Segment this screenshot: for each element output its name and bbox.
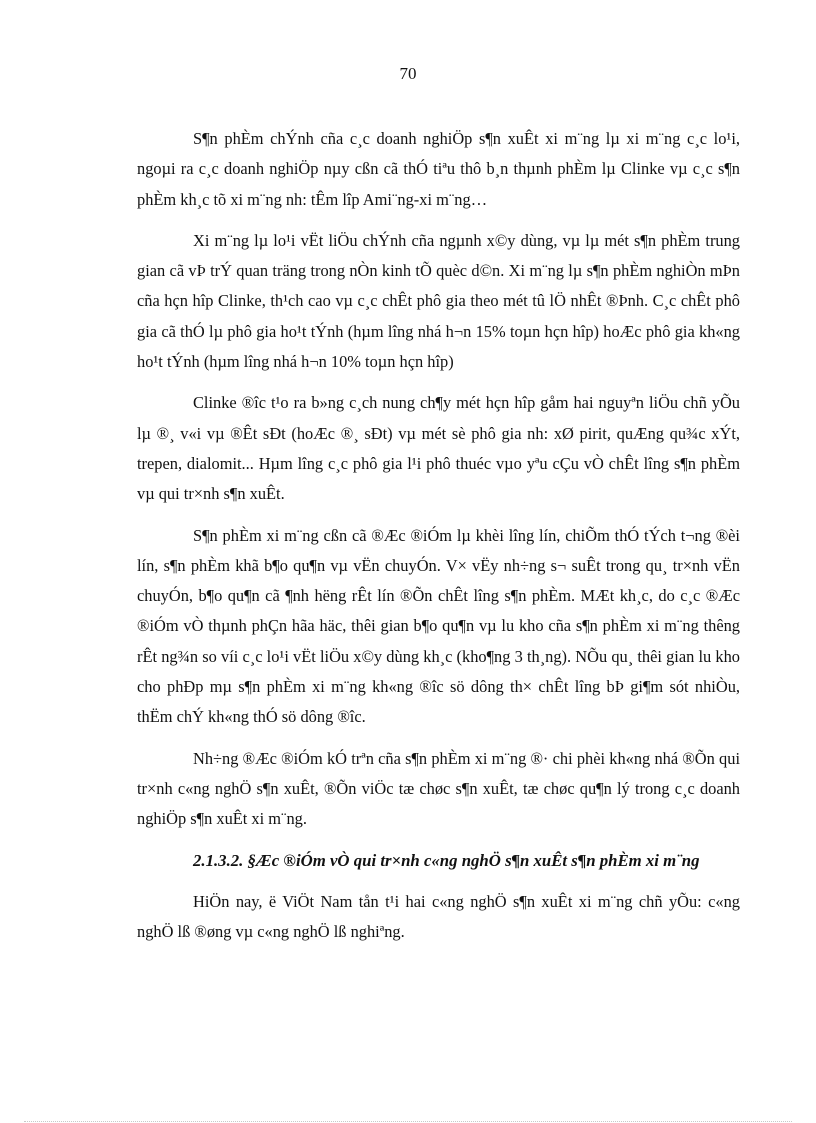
body-text [137,124,740,958]
page-number: 70 [399,64,417,83]
paragraph-storage: S¶n phÈm xi m¨ng cßn cã ®Æc ®iÓm lµ khèi lîng lín, chiÕm thÓ tÝch t¬ng ®èi lín, s¶n phÈm khã b¶o qu¶n vµ vËn chuyÓn. V× vËy nh÷ng s¬ suÊt trong qu¸ tr×nh vËn chuyÓn, b¶o qu¶n cã ¶nh hëng rÊt lín ®Õn chÊt lîng s¶n phÈm. MÆt kh¸c, do c¸c ®Æc ®iÓm vÒ thµnh phÇn hãa häc, thêi gian b¶o qu¶n vµ lu kho cña s¶n phÈm xi m¨ng thêng rÊt ng¾n so víi c¸c lo¹i vËt liÖu x©y dùng kh¸c (kho¶ng 3 th¸ng). NÕu qu¸ thêi gian lu kho cho phÐp mµ s¶n phÈm xi m¨ng kh«ng ®îc sö dông th× chÊt lîng bÞ gi¶m sót nhiÒu, thËm chÝ kh«ng thÓ sö dông ®îc. [137,525,740,727]
paragraph-impact: Nh÷ng ®Æc ®iÓm kÓ trªn cña s¶n phÈm xi m¨ng ®· chi phèi kh«ng nhá ®Õn qui tr×nh c«ng nghÖ s¶n xuÊt, ®Õn viÖc tæ chøc s¶n xuÊt, tæ chøc qu¶n lý trong c¸c doanh nghiÖp s¶n xuÊt xi m¨ng. [137,748,740,829]
paragraph-product: S¶n phÈm chÝnh cña c¸c doanh nghiÖp s¶n xuÊt xi m¨ng lµ xi m¨ng c¸c lo¹i, ngoµi ra c¸c doanh nghiÖp nµy cßn cã thÓ tiªu thô b¸n thµnh phÈm lµ Clinke vµ c¸c s¶n phÈm kh¸c tõ xi m¨ng nh: tÊm lîp Ami¨ng-xi m¨ng… [137,129,740,209]
paragraph-technology: HiÖn nay, ë ViÖt Nam tån t¹i hai c«ng nghÖ s¶n xuÊt xi m¨ng chñ yÕu: c«ng nghÖ lß ®øng vµ c«ng nghÖ lß nghiªng. [137,891,740,942]
paragraph-cement-definition: Xi m¨ng lµ lo¹i vËt liÖu chÝnh cña ngµnh x©y dùng, vµ lµ mét s¶n phÈm trung gian cã vÞ trÝ quan träng trong nÒn kinh tÕ quèc d©n. Xi m¨ng lµ s¶n phÈm nghiÒn mÞn cña hçn hîp Clinke, th¹ch cao vµ c¸c chÊt phô gia theo mét tû lÖ nhÊt ®Þnh. C¸c chÊt phô gia cã thÓ lµ phô gia ho¹t tÝnh (hµm lîng nhá h¬n 15% toµn hçn hîp) hoÆc phô gia kh«ng ho¹t tÝnh (hµm lîng nhá h¬n 10% toµn hçn hîp) [137,230,740,372]
page-bottom-divider [24,1121,792,1122]
paragraph-clinker: Clinke ®îc t¹o ra b»ng c¸ch nung ch¶y mét hçn hîp gåm hai nguyªn liÖu chñ yÕu lµ ®¸ v«i vµ ®Êt sÐt (hoÆc ®¸ sÐt) vµ mét sè phô gia nh: xØ pirit, quÆng qu¾c xÝt, trepen, dialomit... Hµm lîng c¸c phô gia l¹i phô thuéc vµo yªu cÇu vÒ chÊt lîng s¶n phÈm vµ qui tr×nh s¶n xuÊt. [137,393,740,504]
section-heading: 2.1.3.2. §Æc ®iÓm vÒ qui tr×nh c«ng nghÖ s¶n xuÊt s¶n phÈm xi m¨ng [193,850,700,870]
